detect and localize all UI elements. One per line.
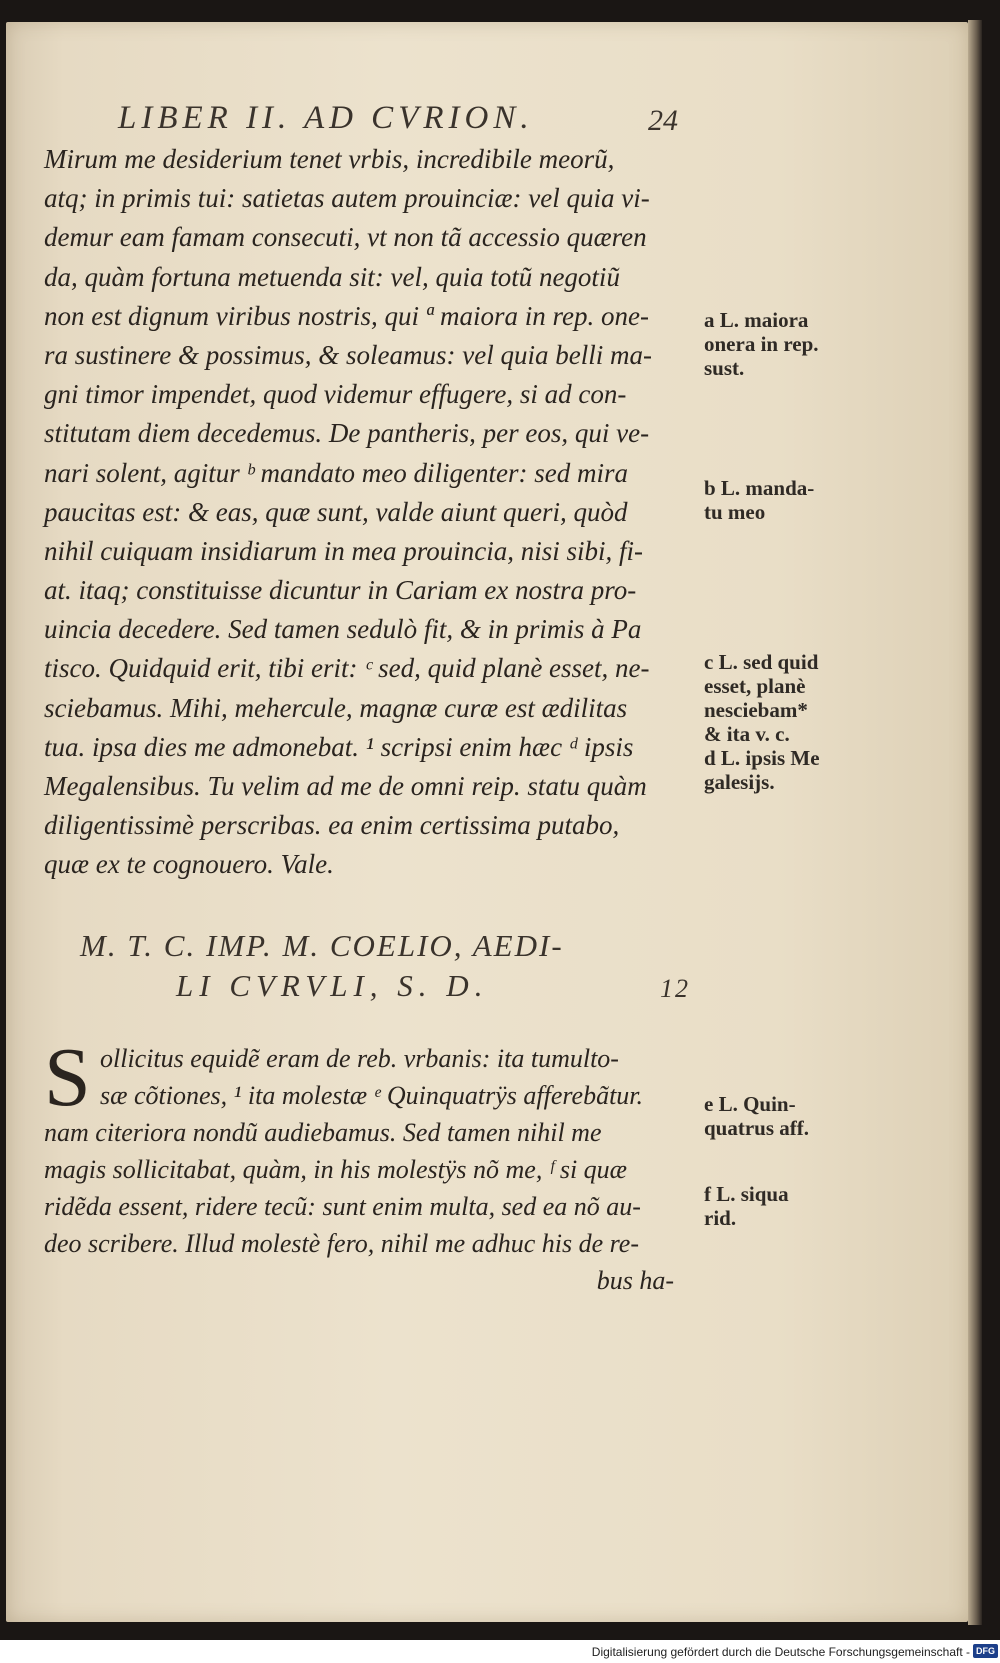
- footer-bar: [0, 1640, 1000, 1663]
- note-line: nesciebam*: [704, 698, 808, 722]
- marginal-note-e: [704, 1092, 884, 1140]
- note-line: tu meo: [704, 500, 766, 524]
- text-line: magis sollicitabat, quàm, in his molestÿs nõ me, ᶠ si quæ: [44, 1155, 628, 1184]
- note-line: c L. sed quid: [704, 650, 819, 674]
- note-line: & ita v. c.: [704, 722, 790, 746]
- text-line: nam citeriora nondũ audiebamus. Sed tamen nihil me: [44, 1118, 602, 1147]
- text-line: nihil cuiquam insidiarum in mea prouincia, nisi sibi, fi-: [44, 535, 643, 566]
- text-line: tisco. Quidquid erit, tibi erit: ᶜ sed, quid planè esset, ne-: [44, 653, 650, 684]
- drop-capital: S: [44, 1031, 91, 1124]
- heading-line-1: M. T. C. IMP. M. COELIO, AEDI-: [80, 928, 564, 963]
- running-title: LIBER II. AD CVRION.: [118, 100, 534, 136]
- text-line: da, quàm fortuna metuenda sit: vel, quia totũ negotiũ: [44, 261, 620, 292]
- note-line: rid.: [704, 1206, 737, 1230]
- note-line: a L. maiora: [704, 308, 809, 332]
- text-line: sciebamus. Mihi, mehercule, magnæ curæ est ædilitas: [44, 692, 628, 723]
- page-edge: [968, 20, 982, 1625]
- text-line: non est dignum viribus nostris, qui ª maiora in rep. one-: [44, 300, 649, 331]
- note-line: b L. manda-: [704, 476, 815, 500]
- marginal-note-b: [704, 476, 884, 524]
- text-line: ridẽda essent, ridere tecũ: sunt enim multa, sed ea nõ au-: [44, 1192, 641, 1221]
- text-line: Megalensibus. Tu velim ad me de omni reip. statu quàm: [44, 771, 647, 801]
- marginal-note-c: [704, 650, 884, 746]
- note-line: galesijs.: [704, 770, 775, 794]
- text-line: nari solent, agitur ᵇ mandato meo diligenter: sed mira: [44, 457, 628, 488]
- dfg-logo: DFG: [973, 1644, 998, 1658]
- note-line: onera in rep.: [704, 332, 819, 356]
- text-line: paucitas est: & eas, quæ sunt, valde aiunt queri, quòd: [44, 496, 628, 527]
- text-line: atq; in primis tui: satietas autem prouinciæ: vel quia vi-: [44, 183, 650, 214]
- text-line: gni timor impendet, quod videmur effugere, si ad con-: [44, 379, 627, 410]
- text-line: quæ ex te cognouero. Vale.: [44, 849, 334, 880]
- heading-line-2: LI CVRVLI, S. D.: [176, 968, 489, 1003]
- text-line: deo scribere. Illud molestè fero, nihil me adhuc his de re-: [44, 1229, 639, 1258]
- letter-2-body: [44, 1031, 684, 1299]
- funding-credit: Digitalisierung gefördert durch die Deutsche Forschungsgemeinschaft -: [591, 1645, 970, 1659]
- note-line: esset, planè: [704, 674, 806, 698]
- marginal-note-f: [704, 1182, 884, 1230]
- note-line: d L. ipsis Me: [704, 746, 820, 770]
- folio-number: 24: [648, 104, 678, 137]
- text-line: diligentissimè perscribas. ea enim certissima putabo,: [44, 810, 620, 841]
- text-line: at. itaq; constituisse dicuntur in Cariam ex nostra pro-: [44, 575, 637, 606]
- text-line: stitutam diem decedemus. De pantheris, per eos, qui ve-: [44, 418, 650, 449]
- marginal-note-a: [704, 308, 884, 380]
- marginal-note-d: [704, 746, 884, 794]
- text-line: ollicitus equidẽ eram de reb. vrbanis: ita tumulto-: [100, 1044, 619, 1073]
- text-line: tua. ipsa dies me admonebat. ¹ scripsi enim hæc ᵈ ipsis: [44, 731, 634, 762]
- letter-1-body: [44, 140, 704, 885]
- note-line: quatrus aff.: [704, 1116, 810, 1140]
- text-line: Mirum me desiderium tenet vrbis, incredibile meorũ,: [44, 144, 615, 174]
- text-line: uincia decedere. Sed tamen sedulò fit, & in primis à Pa: [44, 614, 642, 645]
- text-line: demur eam famam consecuti, vt non tã accessio quæren: [44, 222, 647, 253]
- catchword: bus ha-: [596, 1266, 674, 1295]
- letter-2-heading: [80, 928, 690, 1018]
- note-line: f L. siqua: [704, 1182, 789, 1206]
- text-line: sæ cõtiones, ¹ ita molestæ ᵉ Quinquatrÿs afferebãtur.: [100, 1081, 644, 1110]
- text-line: ra sustinere & possimus, & soleamus: vel quia belli ma-: [44, 339, 652, 370]
- note-line: e L. Quin-: [704, 1092, 796, 1116]
- letter-number: 12: [660, 974, 690, 1003]
- note-line: sust.: [704, 356, 745, 380]
